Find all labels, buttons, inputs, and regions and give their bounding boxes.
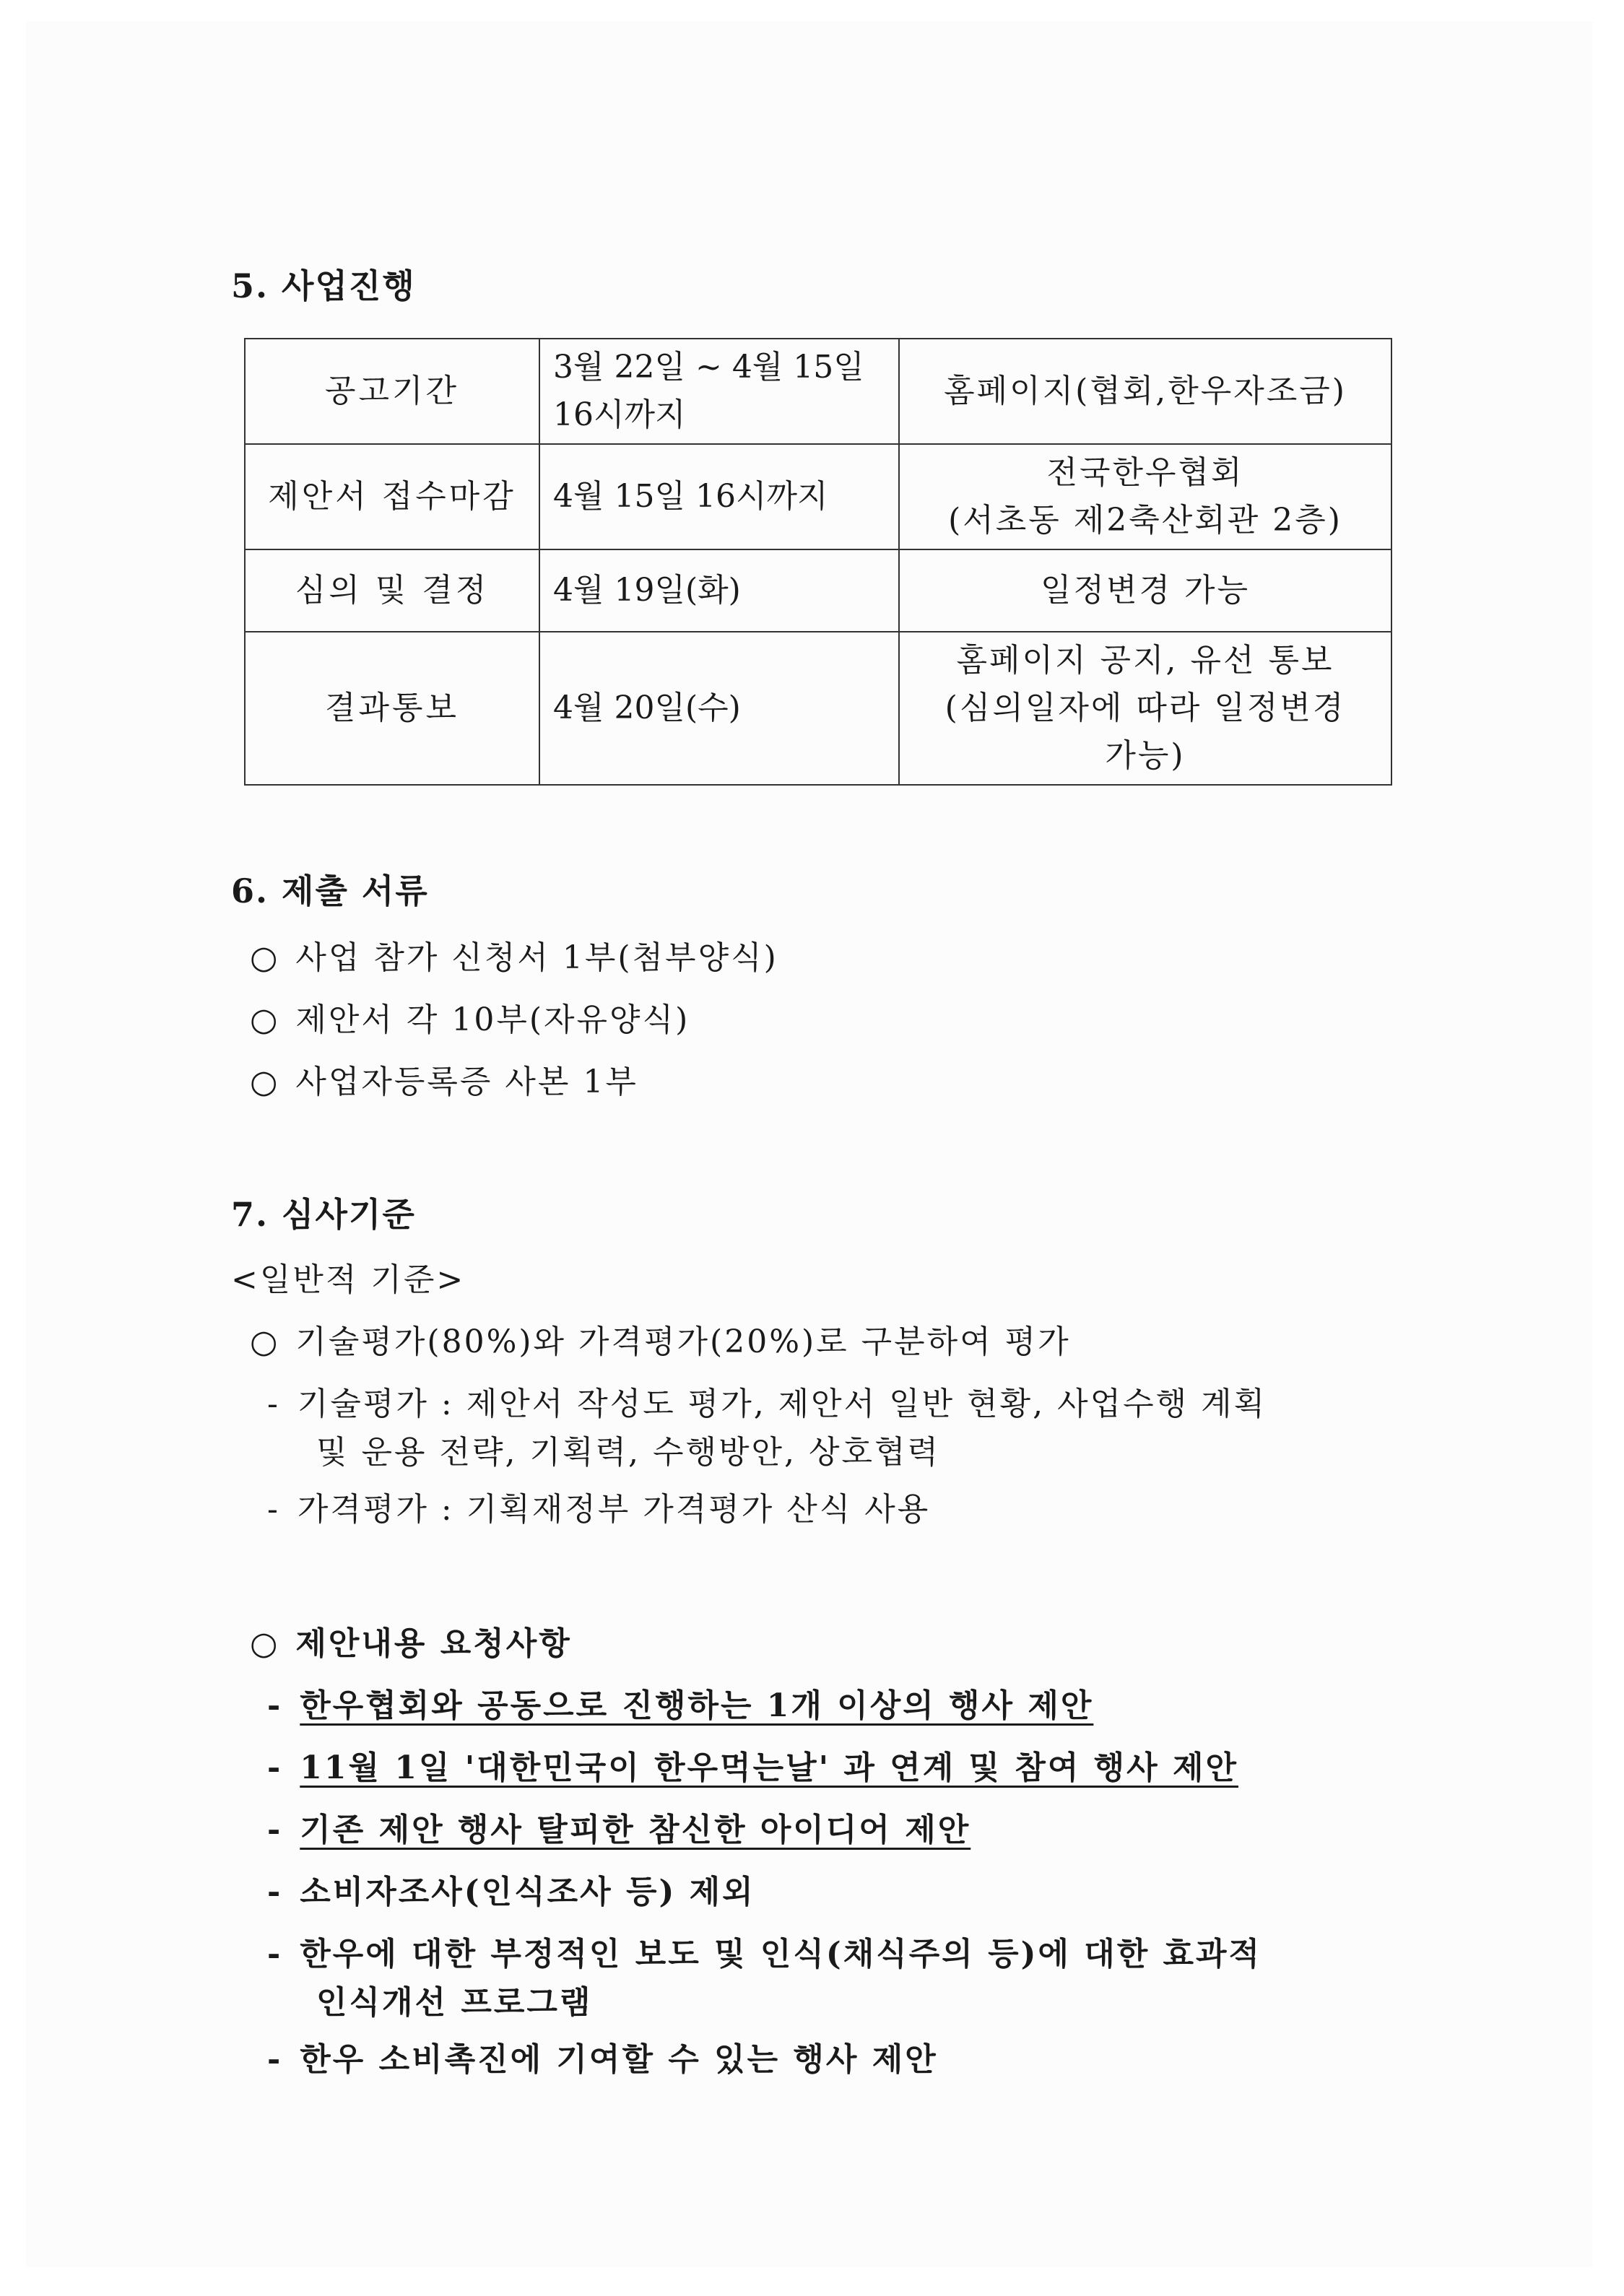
criteria-subtitle: <일반적 기준> [231, 1261, 466, 1298]
list-item: - 기술평가 : 제안서 작성도 평가, 제안서 일반 현황, 사업수행 계획 [231, 1373, 1401, 1435]
dash-bullet-icon: - [267, 1874, 283, 1910]
row-note [899, 632, 1391, 785]
row-date [539, 549, 899, 632]
table-row [245, 444, 1391, 549]
row-label: 심의 및 결정 [245, 549, 539, 632]
table-row [245, 632, 1391, 785]
row-date [539, 632, 899, 785]
dash-bullet-icon: - [267, 1936, 283, 1973]
row-label: 제안서 접수마감 [245, 444, 539, 549]
list-item: - 소비자조사(인식조사 등) 제외 [231, 1861, 1401, 1923]
date-line: 4월 15일 16시까지 [553, 478, 828, 515]
list-item: ○ 사업자등록증 사본 1부 [231, 1051, 1401, 1113]
row-note [899, 444, 1391, 549]
document-body [231, 260, 1401, 2091]
request-block [231, 1613, 1401, 2091]
list-item: - 11월 1일 '대한민국이 한우먹는날' 과 연계 및 참여 행사 제안 [231, 1737, 1401, 1799]
section-7-title: 7. 심사기준 [231, 1195, 416, 1234]
note-line: 가능) [1105, 737, 1186, 774]
dash-bullet-icon: - [267, 1491, 280, 1528]
note-line: 홈페이지(협회,한우자조금) [944, 373, 1347, 409]
date-line: 4월 20일(수) [553, 690, 741, 726]
dash-bullet-icon: - [267, 1749, 283, 1786]
note-line: (서초동 제2축산회관 2층) [948, 502, 1342, 539]
note-line: 홈페이지 공지, 유선 통보 [956, 642, 1334, 679]
schedule-table [244, 338, 1392, 786]
list-item: - 가격평가 : 기획재정부 가격평가 산식 사용 [231, 1479, 1401, 1541]
dash-bullet-icon: - [267, 1812, 283, 1848]
list-item: - 한우 소비촉진에 기여할 수 있는 행사 제안 [231, 2029, 1401, 2091]
date-line: 16시까지 [553, 396, 686, 433]
dash-bullet-icon: - [267, 1687, 283, 1724]
list-item: ○ 사업 참가 신청서 1부(첨부양식) [231, 927, 1401, 989]
dash-bullet-icon: - [267, 1386, 280, 1422]
table-row [245, 549, 1391, 632]
list-item: - 한우협회와 공동으로 진행하는 1개 이상의 행사 제안 [231, 1675, 1401, 1737]
dash-bullet-icon: - [267, 2041, 283, 2078]
list-item-continuation: 및 운용 전략, 기획력, 수행방안, 상호협력 [316, 1434, 940, 1471]
section-5-title: 5. 사업진행 [231, 266, 416, 305]
list-item: - 한우에 대한 부정적인 보도 및 인식(채식주의 등)에 대한 효과적 [231, 1923, 1401, 1986]
note-line: 일정변경 가능 [1040, 572, 1250, 609]
section-6-title: 6. 제출 서류 [231, 871, 429, 910]
note-line: 전국한우협회 [1046, 454, 1244, 491]
circle-bullet-icon: ○ [250, 1625, 280, 1662]
list-item: ○ 제안서 각 10부(자유양식) [231, 989, 1401, 1051]
table-row [245, 339, 1391, 444]
note-line: (심의일자에 따라 일정변경 [945, 690, 1346, 726]
row-note [899, 549, 1391, 632]
list-item: ○ 기술평가(80%)와 가격평가(20%)로 구분하여 평가 [231, 1311, 1401, 1373]
row-label: 공고기간 [245, 339, 539, 444]
list-item-continuation: 인식개선 프로그램 [316, 1984, 593, 2021]
request-title: ○ 제안내용 요청사항 [231, 1613, 1401, 1675]
row-note [899, 339, 1391, 444]
date-line: 3월 22일 ~ 4월 15일 [553, 349, 864, 386]
row-date [539, 444, 899, 549]
circle-bullet-icon: ○ [250, 1323, 280, 1360]
submission-list [231, 927, 1401, 1113]
row-label: 결과통보 [245, 632, 539, 785]
circle-bullet-icon: ○ [250, 939, 280, 976]
circle-bullet-icon: ○ [250, 1001, 280, 1038]
date-line: 4월 19일(화) [553, 572, 741, 609]
row-date [539, 339, 899, 444]
circle-bullet-icon: ○ [250, 1064, 280, 1100]
list-item: - 기존 제안 행사 탈피한 참신한 아이디어 제안 [231, 1799, 1401, 1861]
